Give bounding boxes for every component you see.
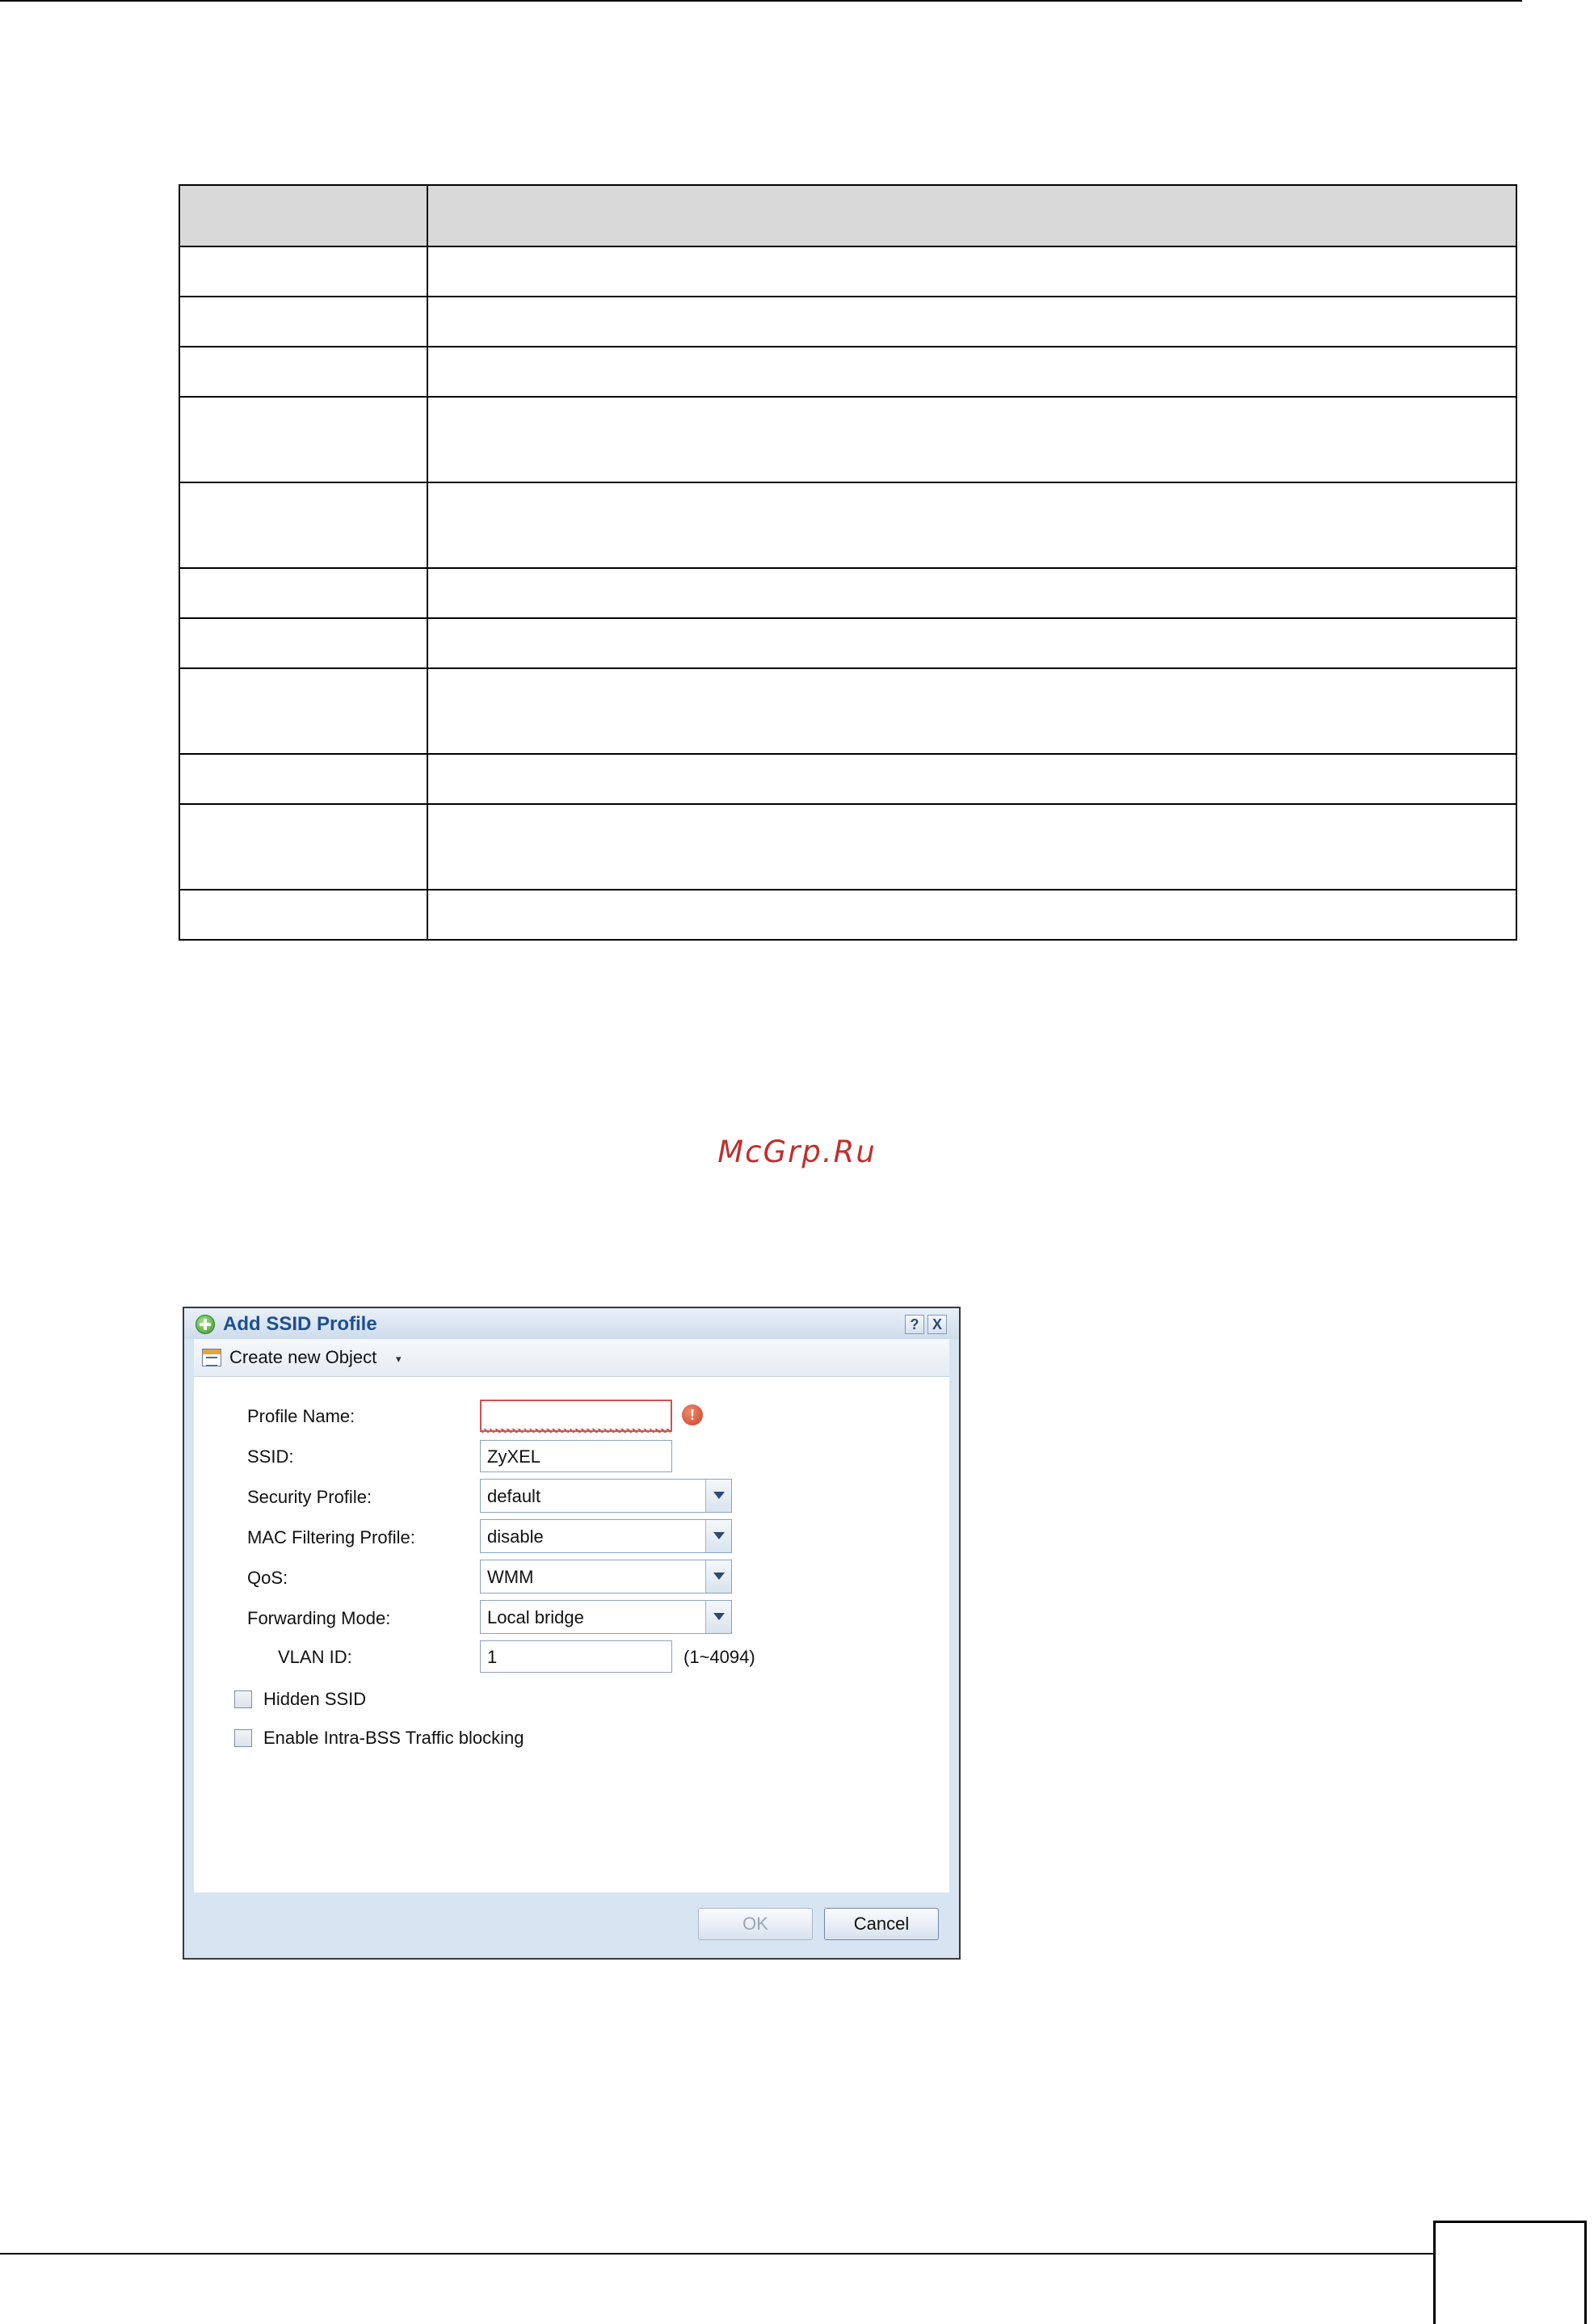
table-cell [179,297,427,347]
add-ssid-profile-dialog [183,1307,961,1960]
vlan-id-input[interactable] [480,1640,672,1673]
cancel-button[interactable]: Cancel [824,1908,939,1940]
table-row [179,397,1516,482]
chevron-down-icon[interactable] [705,1601,731,1633]
hidden-ssid-label: Hidden SSID [263,1689,367,1709]
mac-filtering-profile-value: disable [487,1526,544,1547]
table-row [179,890,1516,940]
forwarding-mode-label: Forwarding Mode: [247,1608,391,1628]
close-button[interactable]: X [927,1315,947,1334]
ssid-value: ZyXEL [487,1446,541,1467]
table-cell [427,568,1516,618]
hidden-ssid-checkbox[interactable] [234,1690,252,1708]
chevron-down-icon[interactable] [705,1480,731,1512]
table-cell [427,890,1516,940]
ssid-label: SSID: [247,1446,294,1467]
add-circle-icon [196,1315,215,1334]
object-list-icon [202,1349,221,1366]
table-cell [179,347,427,397]
error-icon: ! [682,1404,703,1425]
table-cell [427,347,1516,397]
table-row [179,246,1516,297]
table-cell [179,804,427,890]
table-cell [427,754,1516,804]
chevron-down-icon[interactable]: ▾ [396,1353,402,1365]
table-row [179,347,1516,397]
table-cell [179,482,427,568]
table-cell [179,890,427,940]
dialog-title-bar[interactable] [184,1308,959,1339]
vlan-id-range-hint: (1~4094) [683,1647,755,1667]
table-cell [179,185,427,246]
profile-name-label: Profile Name: [247,1406,355,1426]
qos-select[interactable] [480,1560,732,1594]
chevron-down-icon[interactable] [705,1520,731,1552]
table-cell [427,668,1516,754]
page-bottom-rule [0,2253,1433,2255]
security-profile-select[interactable] [480,1479,732,1513]
table-row [179,668,1516,754]
ssid-input[interactable] [480,1440,672,1472]
vlan-id-value: 1 [487,1647,498,1667]
mac-filtering-profile-select[interactable] [480,1519,732,1553]
watermark-text: McGrp.Ru [717,1135,877,1169]
table-row [179,297,1516,347]
forwarding-mode-value: Local bridge [487,1607,584,1627]
table-cell [179,246,427,297]
table-cell [427,185,1516,246]
table-cell [427,297,1516,347]
table-cell [179,568,427,618]
table-cell [179,618,427,668]
table-cell [427,618,1516,668]
chevron-down-icon[interactable] [705,1560,731,1593]
table-cell [179,754,427,804]
table-row [179,568,1516,618]
dialog-body [194,1376,949,1892]
table-row [179,804,1516,890]
qos-label: QoS: [247,1568,288,1588]
qos-value: WMM [487,1567,534,1587]
dialog-title: Add SSID Profile [223,1313,377,1335]
page-number-box [1433,2221,1587,2324]
security-profile-value: default [487,1486,541,1506]
table-cell [427,482,1516,568]
mac-filtering-profile-label: MAC Filtering Profile: [247,1527,415,1547]
table-cell [179,668,427,754]
table-header-row [179,185,1516,246]
page-top-rule [0,0,1522,2]
table-cell [427,397,1516,482]
security-profile-label: Security Profile: [247,1487,372,1507]
table-row [179,618,1516,668]
table-cell [427,804,1516,890]
intra-bss-blocking-checkbox[interactable] [234,1729,252,1747]
profile-name-input[interactable] [480,1400,672,1432]
create-new-object-menu[interactable]: Create new Object [229,1347,377,1367]
forwarding-mode-select[interactable] [480,1600,732,1634]
table-row [179,754,1516,804]
table-cell [179,397,427,482]
table-row [179,482,1516,568]
help-button[interactable]: ? [905,1315,924,1334]
vlan-id-label: VLAN ID: [278,1647,352,1667]
document-table [179,184,1517,941]
intra-bss-blocking-label: Enable Intra-BSS Traffic blocking [263,1728,524,1748]
table-cell [427,246,1516,297]
ok-button[interactable]: OK [698,1908,813,1940]
dialog-toolbar [194,1339,949,1376]
